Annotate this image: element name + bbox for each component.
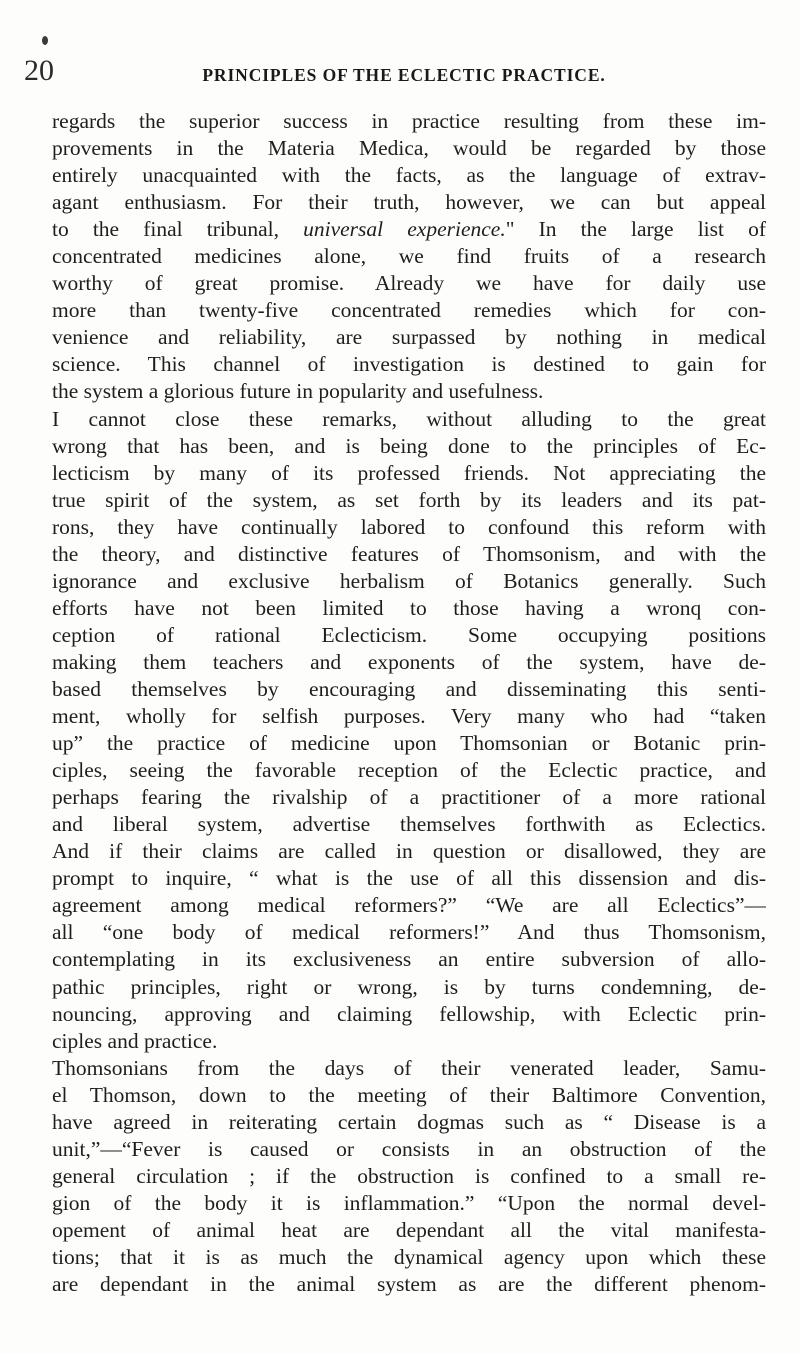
text-line: efforts have not been limited to those having a wronq con- bbox=[52, 595, 766, 620]
text-line: prompt to inquire, “ what is the use of all this dissension and dis- bbox=[52, 866, 766, 891]
text-line: ciples and practice. bbox=[52, 1028, 218, 1053]
text-line: wrong that has been, and is being done to the principles of Ec- bbox=[52, 433, 766, 458]
text-line: nouncing, approving and claiming fellowship, with Eclectic prin- bbox=[52, 1001, 766, 1026]
text-line: provements in the Materia Medica, would be regarded by those bbox=[52, 136, 766, 161]
text-line: up” the practice of medicine upon Thomsonian or Botanic prin- bbox=[52, 731, 766, 756]
text-line: gion of the body it is inflammation.” “Upon the normal devel- bbox=[52, 1190, 766, 1215]
text-line: venience and reliability, are surpassed by nothing in medical bbox=[52, 325, 766, 350]
text-line: pathic principles, right or wrong, is by turns condemning, de- bbox=[52, 974, 766, 999]
ink-mark-icon bbox=[42, 36, 48, 45]
text-line: more than twenty-five concentrated remedies which for con- bbox=[52, 298, 766, 323]
text-line: lecticism by many of its professed friends. Not appreciating the bbox=[52, 460, 766, 485]
text-line: and liberal system, advertise themselves forthwith as Eclectics. bbox=[52, 812, 766, 837]
text-line: the system a glorious future in popularity and usefulness. bbox=[52, 379, 544, 404]
page-number: 20 bbox=[24, 54, 54, 87]
text-line: agant enthusiasm. For their truth, however, we can but appeal bbox=[52, 190, 766, 215]
text-line: rons, they have continually labored to confound this reform with bbox=[52, 514, 766, 539]
text-line: regards the superior success in practice resulting from these im- bbox=[52, 109, 766, 133]
text-line: ignorance and exclusive herbalism of Botanics generally. Such bbox=[52, 568, 766, 593]
text-line: have agreed in reiterating certain dogmas such as “ Disease is a bbox=[52, 1109, 766, 1134]
text-line: perhaps fearing the rivalship of a practitioner of a more rational bbox=[52, 785, 766, 810]
text-line: opement of animal heat are dependant all the vital manifesta- bbox=[52, 1217, 766, 1242]
text-line: all “one body of medical reformers!” And thus Thomsonism, bbox=[52, 920, 766, 945]
text-line: agreement among medical reformers?” “We are all Eclectics”— bbox=[52, 893, 766, 918]
text-line: I cannot close these remarks, without alluding to the great bbox=[52, 406, 766, 431]
text-line: general circulation ; if the obstruction is confined to a small re- bbox=[52, 1163, 766, 1188]
text-line: concentrated medicines alone, we find fruits of a research bbox=[52, 244, 766, 269]
text-line: based themselves by encouraging and disseminating this senti- bbox=[52, 676, 766, 701]
text-line: ception of rational Eclecticism. Some occupying positions bbox=[52, 622, 766, 647]
text-line: true spirit of the system, as set forth by its leaders and its pat- bbox=[52, 487, 766, 512]
text-line: worthy of great promise. Already we have for daily use bbox=[52, 271, 766, 296]
text-line: ciples, seeing the favorable reception of the Eclectic practice, and bbox=[52, 758, 766, 783]
text-line: science. This channel of investigation is destined to gain for bbox=[52, 352, 766, 377]
italic-phrase: universal experience. bbox=[303, 217, 506, 242]
text-line: contemplating in its exclusiveness an entire subversion of allo- bbox=[52, 947, 766, 972]
running-head bbox=[24, 54, 784, 94]
running-title: PRINCIPLES OF THE ECLECTIC PRACTICE. bbox=[202, 65, 606, 85]
text-line: el Thomson, down to the meeting of their Baltimore Convention, bbox=[52, 1082, 766, 1107]
text-line: are dependant in the animal system as are the different phenom- bbox=[52, 1272, 766, 1297]
text-line: ment, wholly for selfish purposes. Very many who had “taken bbox=[52, 704, 766, 729]
text-line: Thomsonians from the days of their venerated leader, Samu- bbox=[52, 1055, 766, 1080]
text-line: entirely unacquainted with the facts, as the language of extrav- bbox=[52, 163, 766, 188]
text-segment: " In the large list of bbox=[505, 217, 766, 242]
text-line bbox=[52, 216, 766, 243]
body-text bbox=[52, 108, 766, 1298]
text-segment: to the final tribunal, bbox=[52, 217, 279, 242]
text-line: the theory, and distinctive features of Thomsonism, and with the bbox=[52, 541, 766, 566]
text-line: making them teachers and exponents of the system, have de- bbox=[52, 649, 766, 674]
text-line: unit,”—“Fever is caused or consists in an obstruction of the bbox=[52, 1136, 766, 1161]
text-line: And if their claims are called in question or disallowed, they are bbox=[52, 839, 766, 864]
text-line: tions; that it is as much the dynamical agency upon which these bbox=[52, 1244, 766, 1269]
